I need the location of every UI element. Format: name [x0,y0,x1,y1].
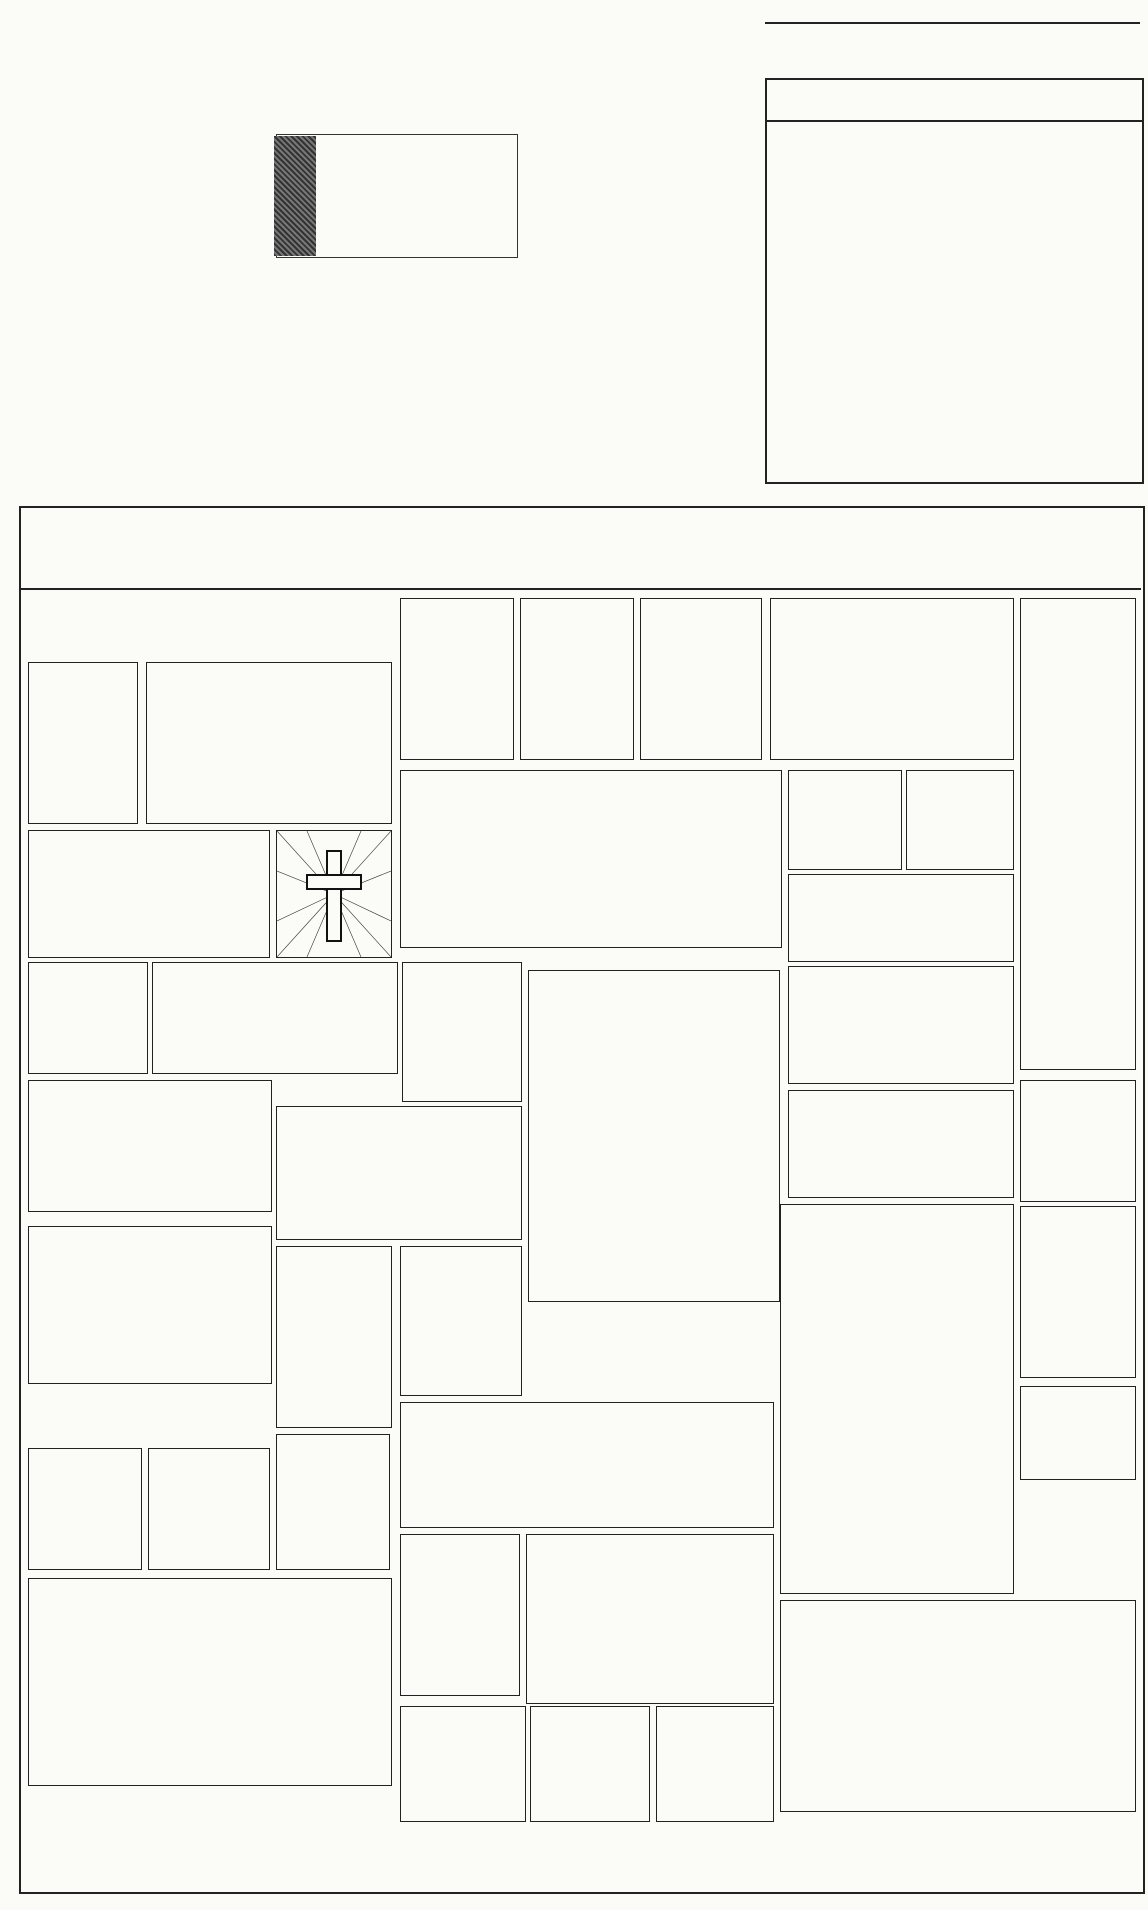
rule [19,588,1141,590]
volunteers-box [765,78,1144,484]
ad-baptist-church [28,662,138,824]
ad-church-of-redeemer [530,1706,650,1822]
ad-farmington-hills-baptist [788,966,1014,1084]
ad-central-woodward [400,1534,520,1696]
ad-northbrook-presbyterian [28,1448,142,1570]
ad-congregational-birmingham [402,962,522,1102]
ad-bloomfield-hills-christian [400,598,514,760]
ad-first-presbyterian-birmingham [276,1246,392,1428]
ad-prince-of-peace [788,874,1014,962]
ad-faith-covenant [400,770,782,948]
ad-ward-presbyterian [780,1600,1136,1812]
ad-st-pauls-methodist [148,1448,270,1570]
ad-church-of-nazarene [28,1578,392,1786]
ad-first-united-methodist [28,1226,272,1384]
ad-saint-andrews-episcopal [152,962,398,1074]
ad-kirk-in-the-hills [1020,1206,1136,1378]
rule [765,22,1140,24]
ad-clarenceville [788,1090,1014,1198]
ad-st-pauls-lutheran [276,1434,390,1570]
ad-covenant-baptist [28,830,270,958]
ad-st-martins-episcopal [276,1106,522,1240]
ad-christian-science [780,1204,1014,1594]
ad-nardin-park [28,1080,272,1212]
ad-grace-evangelical [1020,598,1136,1070]
ad-beverly-hills-methodist [400,1706,526,1822]
cross-icon [277,831,391,957]
article-column-3 [522,118,758,128]
ad-st-john-lutheran [656,1706,774,1822]
ad-brightmoor-tabernacle [400,1402,774,1528]
ad-orchard-united [400,1246,522,1396]
ad-franklin-community [640,598,762,760]
ad-bloomfield-hills-baptist [146,662,392,824]
ad-ascension-emmanuel [520,598,634,760]
ad-christ-church-cranbrook [770,598,1014,760]
volunteers-body [795,128,1130,139]
ad-university-presbyterian [28,962,148,1074]
rule [767,120,1142,122]
ad-st-andrew-lutheran [1020,1080,1136,1202]
ad-crisis-energy [528,970,780,1302]
ad-salem-united [788,770,902,870]
ad-first-united-farmington [906,770,1014,870]
ad-north-congregational [526,1534,774,1704]
article-column-2 [274,266,516,276]
cross-artwork [276,830,392,958]
author-photo [274,136,316,256]
article-column-1 [30,118,266,142]
ad-hope-lutheran [1020,1386,1136,1480]
